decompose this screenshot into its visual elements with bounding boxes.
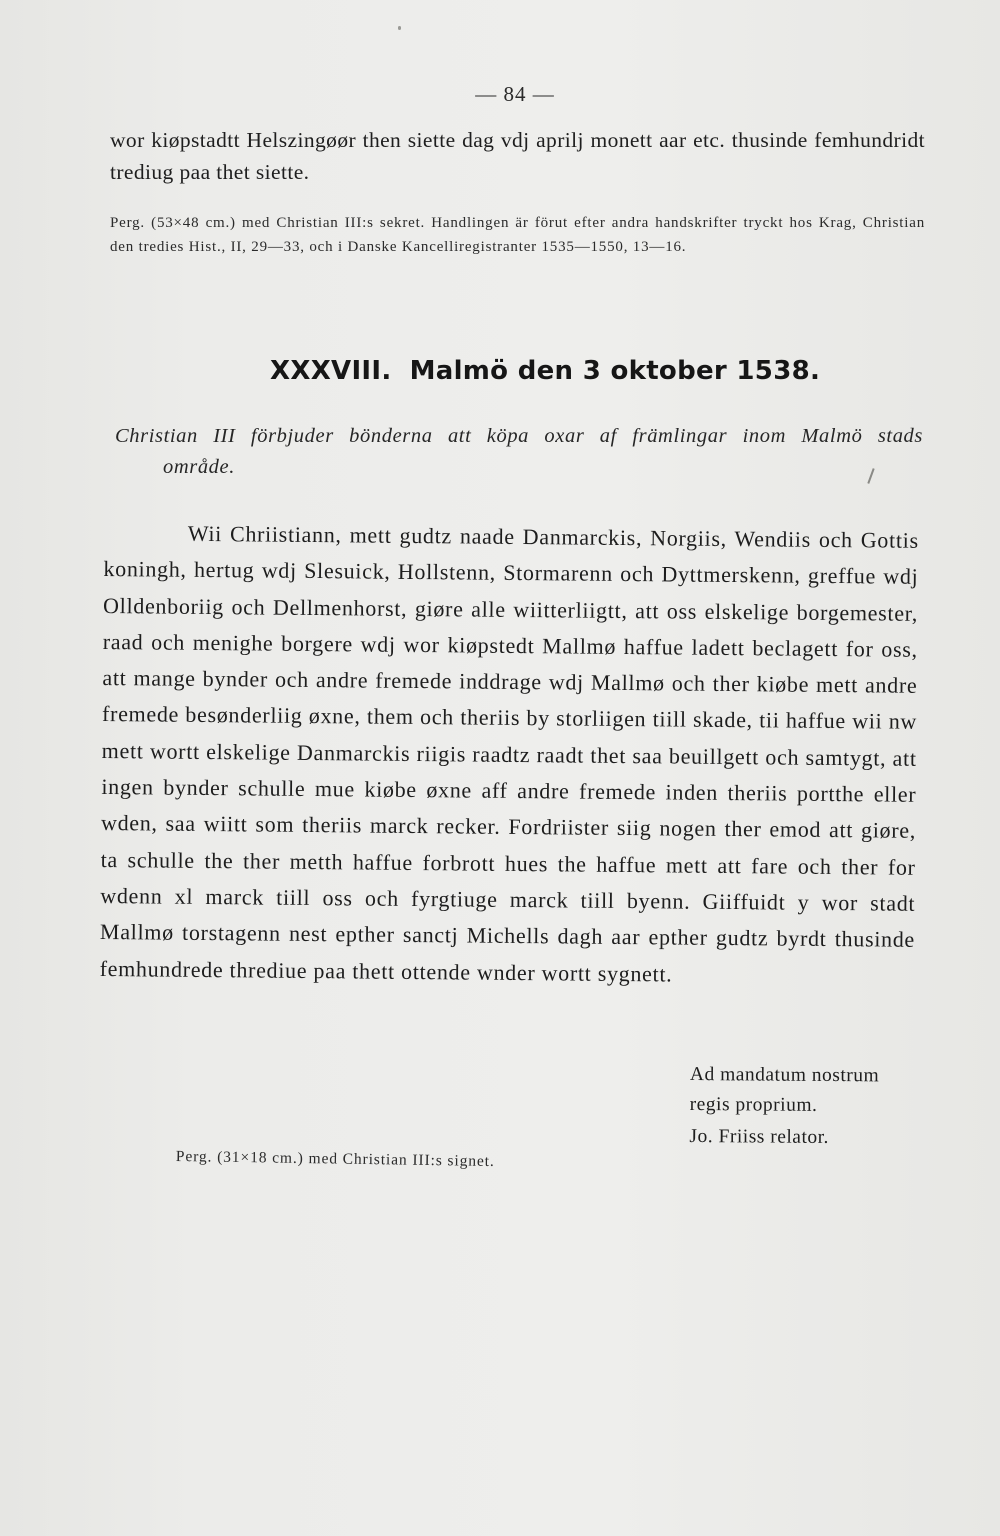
- attestation-block: [689, 1060, 879, 1153]
- attestation-line-2: regis proprium.: [689, 1093, 818, 1116]
- attestation-line-3: Jo. Friiss relator.: [689, 1125, 830, 1148]
- seal-note: Perg. (31×18 cm.) med Christian III:s signet.: [175, 1148, 495, 1171]
- page-number: — 84 —: [475, 82, 555, 106]
- document-title: Malmö den 3 oktober 1538.: [409, 356, 821, 386]
- summary-line-1: Christian III förbjuder bönderna att köpa oxar af främlingar inom Malmö stads: [115, 425, 923, 447]
- source-note: Perg. (53×48 cm.) med Christian III:s sekret. Handlingen är förut efter andra handskrifter tryckt hos Krag, Christian den tredies Hist., II, 29—33, och i Danske Kancelliregistranter 1535—1550, 13—16.: [110, 215, 925, 255]
- document-heading: [270, 356, 820, 386]
- charter-body-text: Wii Chriistiann, mett gudtz naade Danmarckis, Norgiis, Wendiis och Gottis koningh, hertug wdj Slesuick, Hollstenn, Stormarenn och Dyttmerskenn, greffue wdj Olldenboriig och Dellmenhorst, giøre alle wiitterliigtt, att oss elskelige borgemester, raad och menighe borgere wdj wor kiøpstedt Mallmø haffue ladett beclagett for oss, att mange bynder och andre fremede inddrage wdj Mallmø och ther kiøbe mett andre fremede besønderliig øxne, them och theriis by storliigen tiill skade, tii haffue wii nw mett wortt elskelige Danmarckis riigis raadtz raadt thet saa beuillgett och samtygt, att ingen bynder schulle mue kiøbe øxne aff andre fremede inden theriis portthe eller wden, saa wiitt som theriis marck recker. Fordriister siig nogen ther emod att giøre, ta schulle the ther metth haffue forbrott hues the haffue mett att fare och ther for wdenn xl marck tiill oss och fyrgtiuge marck tiill byenn. Giiffuidt y wor stadt Mallmø torstagenn nest epther sanctj Michells dagh aar epther gudtz byrdt thusinde femhundrede thrediue paa thett ottende wnder wortt sygnett.: [99, 520, 919, 987]
- summary-line-2: område.: [163, 456, 235, 478]
- document-numeral: XXXVIII.: [270, 356, 392, 386]
- paper-speck: [398, 26, 401, 30]
- continued-text: wor kiøpstadtt Helszingøør then siette dag vdj aprilj monett aar etc. thusinde femhundridt trediug paa thet siette.: [110, 128, 925, 184]
- document-summary: [115, 421, 923, 483]
- attestation-line-1: Ad mandatum nostrum: [689, 1063, 880, 1087]
